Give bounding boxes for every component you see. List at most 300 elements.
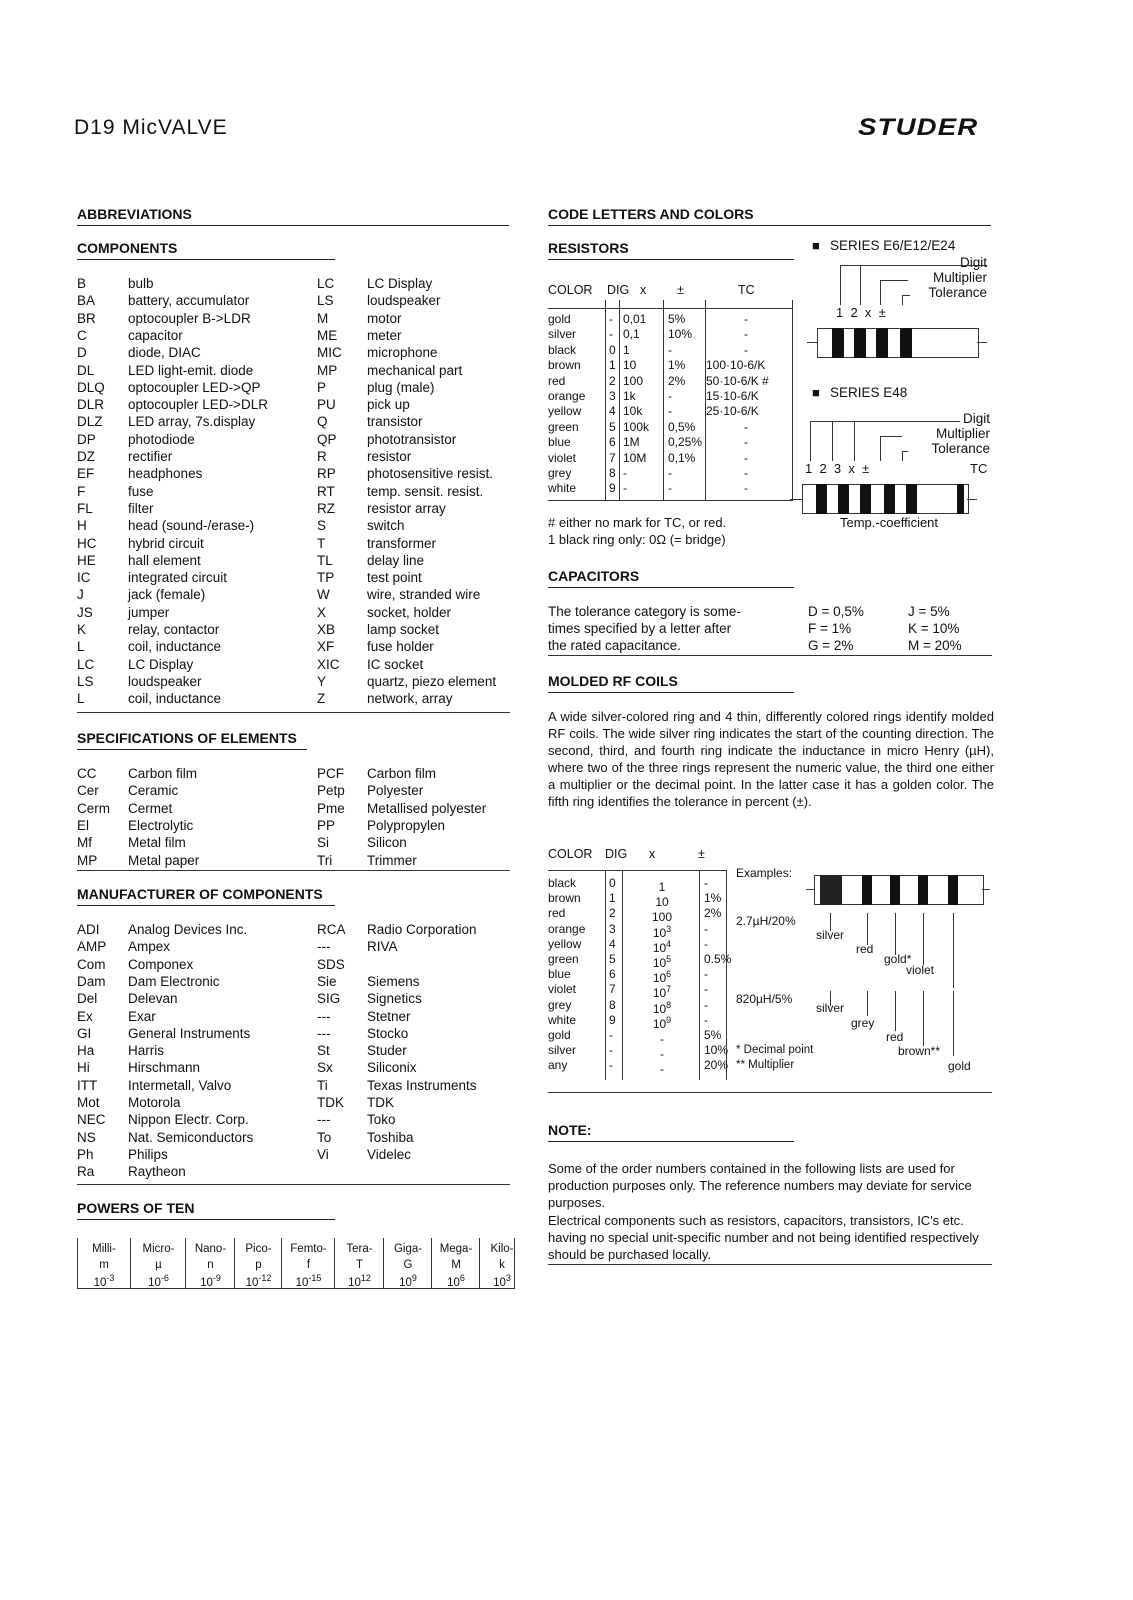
resistor-row (548, 389, 793, 404)
series-e48-diagram (800, 385, 1000, 530)
abbr-meaning: Analog Devices Inc. (128, 922, 248, 937)
example-2-value: 820µH/5% (736, 992, 793, 1006)
power-exponent: -6 (160, 1273, 169, 1283)
coil-tolerance: - (704, 982, 708, 997)
coil-color: grey (548, 997, 572, 1012)
abbr-code: S (317, 518, 327, 534)
resistor-cell: blue (548, 435, 571, 450)
table-rule (699, 870, 700, 1080)
resistor-row (548, 327, 793, 342)
footnote-decimal: * Decimal point (736, 1044, 814, 1056)
coil-mult-exp: 3 (666, 923, 672, 934)
coil-tolerance: 10% (704, 1043, 729, 1058)
resistor-cell: 1% (668, 358, 686, 373)
power-symbol: µ (155, 1259, 162, 1271)
resistor-row (548, 404, 793, 419)
abbr-code: Del (77, 991, 98, 1007)
coil-examples (736, 866, 998, 1092)
divider (548, 1264, 992, 1265)
resistor-cell: red (548, 373, 566, 388)
coil-tolerance: 1% (704, 891, 722, 906)
coils-heading: MOLDED RF COILS (548, 673, 794, 693)
resistor-row (548, 466, 793, 481)
resistor-cell: - (744, 435, 748, 450)
abbr-row (77, 782, 517, 799)
abbr-code: EF (77, 466, 95, 482)
coil-tolerance: - (704, 1012, 708, 1027)
resistor-cell: 3 (609, 389, 616, 403)
example-2-ring-4: brown** (898, 1044, 941, 1058)
resistor-cell: 0,1% (668, 450, 696, 465)
example-2-ring-5: gold (948, 1059, 971, 1073)
resistor-cell: - (744, 342, 748, 357)
coil-tolerance: - (704, 997, 708, 1012)
abbr-row (77, 765, 517, 782)
coil-mult-base: 10 (652, 925, 667, 940)
power-symbol: T (355, 1259, 364, 1271)
abbr-meaning: optocoupler LED->QP (128, 379, 261, 395)
abbr-code: PU (317, 397, 336, 413)
power-exponent: 3 (505, 1273, 511, 1283)
resistor-cell: - (744, 327, 748, 342)
coil-row (548, 952, 732, 970)
example-1-ring-3: gold* (884, 952, 912, 966)
abbr-code: Mot (77, 1095, 100, 1110)
power-symbol: m (99, 1259, 109, 1271)
abbr-row (77, 921, 517, 938)
coil-tolerance: 0.5% (704, 952, 732, 966)
abbr-code: --- (317, 939, 331, 955)
coil-row (548, 891, 728, 910)
abbr-row (77, 1077, 517, 1094)
divider (548, 308, 793, 309)
table-rule (792, 300, 793, 500)
abbr-code: QP (317, 431, 337, 447)
power-cell (281, 1238, 335, 1288)
power-cell (479, 1238, 524, 1288)
abbr-code: Tri (317, 852, 333, 868)
digit-label: Digit (962, 411, 990, 426)
abbr-meaning: microphone (367, 345, 438, 361)
abbr-code: AMP (77, 939, 107, 955)
abbr-row (77, 362, 517, 379)
table-rule (705, 300, 706, 500)
abbr-code: DZ (77, 449, 95, 464)
power-value (235, 1272, 282, 1290)
abbr-meaning: Siemens (367, 973, 420, 989)
abbr-code: IC (77, 570, 91, 586)
abbr-meaning: loudspeaker (128, 673, 202, 689)
resistor-cell: 0,01 (623, 312, 647, 326)
coil-color: gold (548, 1028, 571, 1042)
abbr-row (77, 817, 517, 834)
power-symbol: p (255, 1259, 262, 1271)
abbr-code: M (317, 310, 329, 326)
abbr-meaning: switch (367, 518, 405, 534)
abbr-code: MIC (317, 345, 342, 361)
abbr-meaning: Toko (367, 1112, 396, 1128)
power-cell (234, 1238, 282, 1288)
abbr-code: XB (317, 622, 336, 637)
resistor-cell: violet (548, 450, 577, 465)
power-base: 10 (295, 1276, 309, 1289)
abbr-row (77, 1129, 517, 1146)
resistor-cell: 0,1 (623, 327, 640, 342)
abbr-code: CC (77, 766, 97, 781)
resistor-cell: 9 (609, 481, 616, 496)
abbr-meaning: Metal film (128, 835, 186, 851)
abbr-code: Ra (77, 1164, 95, 1180)
divider (548, 655, 992, 656)
resistor-cell: 1 (609, 358, 616, 373)
abbr-meaning: coil, inductance (128, 639, 222, 655)
abbr-meaning: Electrolytic (128, 817, 194, 833)
abbr-meaning: Cermet (128, 800, 173, 816)
resistor-cell: 25·10-6/K (706, 404, 759, 419)
abbr-code: C (77, 327, 87, 343)
coil-color: orange (548, 921, 586, 936)
abbr-meaning: Hirschmann (128, 1060, 201, 1076)
abbr-code: K (77, 622, 87, 637)
abbr-code: Sie (317, 973, 337, 989)
coil-tolerance: - (704, 876, 708, 890)
divider (77, 870, 510, 871)
abbr-row (77, 292, 517, 309)
abbr-code: LS (317, 293, 334, 309)
footnote-multiplier: ** Multiplier (736, 1059, 795, 1071)
abbr-row (77, 1025, 517, 1042)
coil-table-header (548, 847, 728, 865)
abbr-meaning: Exar (128, 1008, 156, 1024)
abbr-meaning: socket, holder (367, 604, 452, 620)
abbr-code: ME (317, 327, 338, 343)
col-tol: ± (698, 847, 705, 861)
abbr-code: LS (77, 673, 94, 689)
abbr-meaning: LED array, 7s.display (128, 414, 256, 430)
coil-row (548, 921, 728, 940)
abbr-meaning: Signetics (367, 991, 422, 1007)
resistor-cell: - (744, 312, 748, 326)
abbr-code: Z (317, 691, 326, 707)
specifications-heading: SPECIFICATIONS OF ELEMENTS (77, 730, 307, 750)
abbr-code: Ti (317, 1077, 328, 1093)
power-prefix: Micro- (142, 1243, 175, 1255)
coil-tolerance: 20% (704, 1058, 729, 1073)
coil-digit: 0 (609, 876, 616, 890)
coil-digit: 3 (609, 921, 616, 936)
abbr-code: ITT (77, 1077, 98, 1093)
coil-mult-exp: 6 (666, 969, 672, 980)
abbr-code: T (317, 535, 326, 551)
abbr-meaning: integrated circuit (128, 570, 228, 586)
abbr-row (77, 465, 517, 482)
abbr-row (77, 517, 517, 534)
abbr-meaning: Dam Electronic (128, 973, 220, 989)
resistor-cell: - (623, 466, 627, 480)
abbr-code: TDK (317, 1095, 344, 1110)
example-2-ring-3: red (886, 1030, 904, 1044)
power-prefix: Kilo- (490, 1243, 514, 1255)
power-prefix: Tera- (346, 1243, 373, 1255)
abbr-code: X (317, 604, 327, 620)
coil-color: brown (548, 891, 581, 906)
abbr-meaning: Stetner (367, 1008, 411, 1024)
abbr-code: Ha (77, 1043, 95, 1059)
power-base: 10 (93, 1276, 107, 1289)
abbreviations-heading: ABBREVIATIONS (77, 206, 509, 226)
abbr-code: J (77, 587, 84, 603)
abbr-code: DLQ (77, 379, 105, 395)
abbr-code: H (77, 518, 87, 534)
resistor-row (548, 481, 793, 496)
resistor-cell: - (609, 327, 613, 342)
abbr-code: --- (317, 1025, 331, 1041)
abbr-code: El (77, 817, 90, 833)
coil-mult-base: 10 (652, 1016, 667, 1031)
cap-code: F = 1% (808, 621, 852, 636)
col-color: COLOR (548, 283, 593, 297)
coil-mult-base: 10 (652, 971, 667, 986)
resistor-row (548, 312, 793, 327)
abbr-row (77, 1059, 517, 1076)
abbr-code: Ph (77, 1146, 94, 1162)
temp-coefficient-label: Temp.-coefficient (840, 515, 939, 530)
abbr-code: HC (77, 535, 97, 551)
abbr-meaning: meter (367, 327, 402, 343)
abbr-meaning: transformer (367, 535, 437, 551)
abbr-row (77, 310, 517, 327)
coil-row (548, 982, 728, 1001)
abbr-code: Com (77, 956, 106, 972)
capacitor-tolerance-codes (808, 603, 998, 654)
resistor-cell: - (668, 481, 672, 496)
resistor-cell: 10 (623, 358, 637, 373)
coil-digit: 7 (609, 982, 616, 997)
abbr-meaning: plug (male) (367, 379, 435, 395)
code-letters-heading: CODE LETTERS AND COLORS (548, 206, 991, 226)
bullet-icon: ■ (812, 238, 820, 253)
coil-tolerance: 2% (704, 906, 722, 921)
abbr-meaning: fuse (128, 483, 154, 499)
abbr-row (77, 1111, 517, 1128)
examples-title: Examples: (736, 866, 793, 880)
components-list (77, 275, 517, 715)
abbr-code: TP (317, 570, 335, 586)
abbr-row (77, 448, 517, 465)
coil-mult-base: 10 (652, 1001, 667, 1016)
coil-color-table (548, 876, 732, 1086)
abbr-code: L (77, 639, 85, 655)
abbr-code: --- (317, 1008, 331, 1024)
series-e48-band-labels: 1 2 3 x ± (805, 461, 870, 476)
page-title: D19 MicVALVE (74, 116, 228, 139)
coil-row (548, 1058, 729, 1077)
resistor-cell: 4 (609, 404, 616, 419)
abbr-meaning: Carbon film (367, 766, 437, 781)
abbr-code: MP (317, 362, 338, 378)
coil-tolerance: 5% (704, 1028, 722, 1042)
abbr-meaning: test point (367, 570, 422, 586)
resistor-row (548, 343, 793, 358)
power-symbol: G (403, 1259, 413, 1271)
coil-row (548, 1012, 728, 1031)
resistor-cell: 100 (623, 373, 644, 388)
abbr-meaning: Polyester (367, 783, 424, 799)
abbr-meaning: Metal paper (128, 852, 200, 868)
example-1-ring-4: violet (906, 963, 935, 977)
coil-row (548, 876, 728, 894)
coil-color: green (548, 952, 579, 966)
abbr-meaning: fuse holder (367, 639, 434, 655)
coils-description: A wide silver-colored ring and 4 thin, differently colored rings identify molded RF coils. The wide silver ring indicates the start of the counting direction. The second, third, and fourth ring indicate the inductance in micro Henry (µH), where two of the three rings represent the numeric value, the third one either a multiplier or the decimal point. In the latter case it has a golden color. The fifth ring identifies the tolerance in percent (±). (548, 709, 994, 809)
power-exponent: -9 (212, 1273, 221, 1283)
coil-color: silver (548, 1043, 577, 1058)
abbr-meaning: motor (367, 310, 402, 326)
capacitors-text-line: The tolerance category is some- (548, 604, 741, 619)
manufacturers-heading: MANUFACTURER OF COMPONENTS (77, 886, 335, 906)
power-cell (130, 1238, 186, 1288)
abbr-row (77, 500, 517, 517)
coil-row (548, 1028, 728, 1046)
divider (77, 1184, 510, 1185)
abbr-code: Pme (317, 800, 345, 816)
abbr-row (77, 604, 517, 621)
coil-mult-base: 10 (652, 986, 667, 1001)
power-prefix: Pico- (245, 1243, 272, 1255)
abbr-code: XIC (317, 656, 340, 672)
abbr-code: Vi (317, 1146, 329, 1162)
abbr-row (77, 1146, 517, 1163)
power-prefix: Nano- (194, 1243, 227, 1255)
cap-code: M = 20% (908, 638, 962, 653)
multiplier-label: Multiplier (935, 426, 990, 441)
abbr-meaning: wire, stranded wire (367, 587, 481, 603)
abbr-meaning: hall element (128, 552, 201, 568)
coil-digit: 5 (609, 952, 616, 966)
digit-label: Digit (959, 255, 987, 270)
abbr-meaning: Nippon Electr. Corp. (128, 1112, 249, 1128)
resistor-cell: 100·10-6/K (706, 358, 766, 373)
power-base: 10 (348, 1276, 361, 1289)
power-cell (431, 1238, 480, 1288)
abbr-code: SDS (317, 956, 345, 972)
abbr-meaning: LC Display (128, 656, 194, 672)
abbr-code: Y (317, 673, 327, 689)
coil-digit: 9 (609, 1012, 616, 1027)
abbr-meaning: Intermetall, Valvo (128, 1077, 232, 1093)
abbr-code: NS (77, 1129, 96, 1145)
table-rule (548, 500, 793, 501)
coil-color: violet (548, 982, 577, 997)
coil-color: any (548, 1058, 568, 1073)
resistor-cell: - (609, 312, 613, 326)
abbr-meaning: optocoupler LED->DLR (128, 397, 268, 413)
col-dig: DIG (607, 283, 630, 297)
abbr-code: MP (77, 852, 98, 868)
power-base: 10 (447, 1276, 460, 1289)
coil-mult-exp: 8 (666, 999, 672, 1010)
specifications-list (77, 765, 517, 875)
capacitors-text-line: times specified by a letter after (548, 621, 732, 636)
abbr-row (77, 552, 517, 569)
resistor-cell: 5 (609, 419, 616, 434)
resistor-cell: 5% (668, 312, 686, 326)
abbr-code: B (77, 276, 87, 291)
note-heading: NOTE: (548, 1122, 794, 1142)
power-value (480, 1272, 524, 1290)
abbr-meaning: Philips (128, 1146, 168, 1162)
abbr-meaning: delay line (367, 552, 425, 568)
abbr-meaning: Stocko (367, 1025, 409, 1041)
abbr-code: PP (317, 817, 336, 833)
abbr-row (77, 1163, 517, 1180)
coil-mult-exp: 5 (666, 954, 672, 964)
coil-mult-base: 10 (652, 956, 667, 970)
abbr-meaning: lamp socket (367, 622, 440, 637)
abbr-code: DL (77, 362, 95, 378)
abbr-row (77, 621, 517, 638)
abbr-code: St (317, 1043, 330, 1059)
power-value (335, 1272, 384, 1290)
abbr-code: F (77, 483, 86, 499)
resistor-cell: 10k (623, 404, 643, 419)
coil-digit: 8 (609, 997, 616, 1012)
note-paragraph-1: Some of the order numbers contained in the following lists are used for production purposes only. The reference numbers may deviate for service purposes. (548, 1161, 972, 1210)
coil-mult-base: 10 (652, 940, 667, 955)
abbr-row (77, 327, 517, 344)
col-tc: TC (738, 283, 755, 297)
coil-row (548, 936, 728, 955)
abbr-meaning: hybrid circuit (128, 535, 204, 551)
power-symbol: k (499, 1259, 505, 1271)
power-value (131, 1272, 186, 1290)
abbr-meaning: capacitor (128, 327, 183, 343)
abbr-row (77, 569, 517, 586)
power-prefix: Femto- (290, 1243, 327, 1255)
abbr-code: SIG (317, 991, 341, 1007)
resistor-row (548, 435, 793, 450)
resistor-cell: 15·10-6/K (706, 389, 759, 403)
resistor-cell: 7 (609, 450, 616, 465)
coil-row (548, 967, 728, 986)
abbr-code: FL (77, 500, 93, 516)
resistor-cell: 2% (668, 373, 686, 388)
col-color: COLOR (548, 847, 593, 861)
abbr-row (77, 852, 517, 869)
coil-mult-exp: 7 (666, 984, 672, 995)
coil-digit: 6 (609, 967, 616, 982)
abbr-meaning: Trimmer (367, 852, 417, 868)
resistor-cell: - (744, 481, 748, 496)
abbr-row (77, 1094, 517, 1111)
example-2-ring-1: silver (816, 1001, 845, 1015)
example-2-ring-2: grey (851, 1016, 875, 1030)
resistor-cell: white (548, 481, 577, 496)
power-exponent: -15 (308, 1273, 322, 1283)
abbr-meaning: Videlec (367, 1146, 412, 1162)
abbr-meaning: mechanical part (367, 362, 463, 378)
abbr-meaning: diode, DIAC (128, 345, 201, 361)
coil-digit: 4 (609, 936, 616, 951)
abbr-code: Cerm (77, 800, 110, 816)
resistor-row (548, 420, 793, 435)
abbr-meaning: loudspeaker (367, 293, 441, 309)
resistor-cell: - (668, 466, 672, 480)
abbr-row (77, 973, 517, 990)
power-symbol: f (306, 1259, 311, 1271)
coil-digit: 2 (609, 906, 616, 921)
abbr-code: W (317, 587, 330, 603)
